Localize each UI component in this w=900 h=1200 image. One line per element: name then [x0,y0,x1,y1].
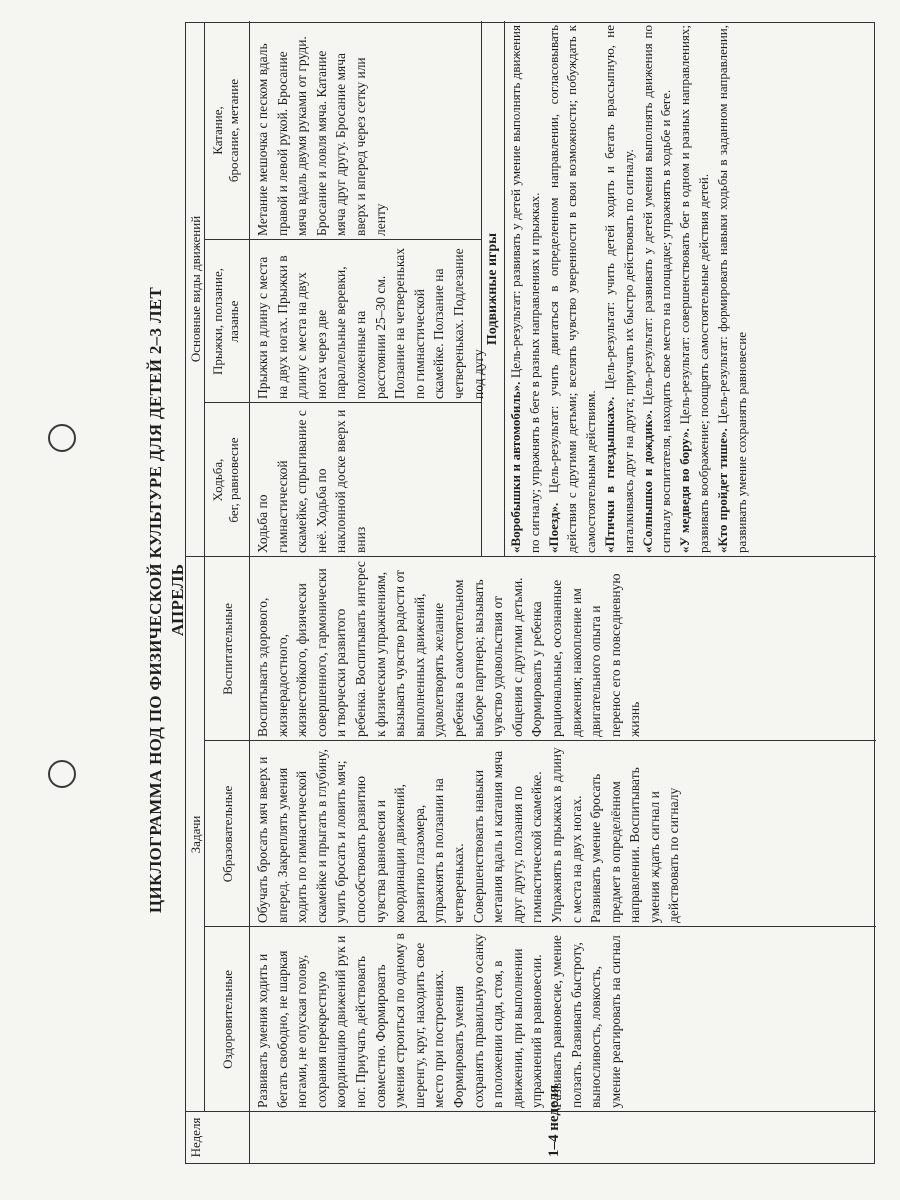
game-name: «Воробышки и автомобиль». [508,381,523,553]
page-title-main: ЦИКЛОГРАММА НОД ПО ФИЗИЧЕСКОЙ КУЛЬТУРЕ ДЛЯ ДЕТЕЙ 2–3 ЛЕТ [146,286,165,914]
header-jumping: Прыжки, ползание, лазанье [210,268,241,375]
header-week: Неделя [188,1117,203,1158]
game-name: «Солнышко и дождик». [639,410,655,553]
game-item [639,25,677,553]
health-tasks-text: Развивать умения ходить и бегать свободно, не шаркая ногами, не опуская голову, сохраняя перекрестную координацию движений рук и ног. Приучать действовать совместно. Формировать умения строиться по одному в шеренгу, круг, находить свое место при построениях. Формировать умения сохранять правильную осанку в положении сидя, стоя, в движении, при выполнении упражнений в равновесии. Развивать равновесие, умение ползать. Развивать быстроту, выносливость, ловкость, умение реагировать на сигнал [255,933,623,1108]
game-description: Цель-результат: учить двигаться в определенном направлении, согласовывать действия с другими детьми; вселять чувство уверенности в свои возможности; побуждать к самостоятельным действиям. [545,25,599,553]
grid-line [204,239,481,240]
page-title [145,160,189,1040]
game-description: Цель-результат: учить детей ходить и бегать врассыпную, не наталкиваясь друг на друга; приучать их быстро действовать по сигналу. [601,24,636,553]
grid-line [186,556,876,557]
header-throwing: Катание, бросание, метание [210,78,241,183]
game-item [545,25,601,553]
game-description: Цель-результат: развивать у детей умения выполнять движения по сигналу воспитателя, находить свое место на площадке; упражнять в ходьбе и беге. [639,25,674,553]
game-description: Цель-результат: совершенствовать бег в одном и разных направлениях; развивать воображение; поощрять самостоятельные действия детей. [677,25,711,553]
walking-text: Ходьба по гимнастической скамейке, спрыгивание с неё. Ходьба по наклонной доске вверх и вниз [255,409,368,553]
game-item [507,25,545,553]
games-title: Подвижные игры [485,232,500,346]
game-name: «Кто пройдет тише». [714,428,730,553]
header-education: Образовательные [220,785,235,883]
cyclogram-table [185,22,875,1164]
header-tasks: Задачи [188,815,203,854]
game-name: «У медведя во бору». [677,428,693,553]
grid-line [481,21,482,557]
jumping-text: Прыжки в длину с места на двух ногах. Прыжки в длину с места на двух ногах через две параллельные веревки, положенные на расстоянии 25–30 см. Ползание на четвереньках по гимнастической скамейке. Ползание на четвереньках. Подлезание под дугу [255,248,486,399]
grid-line [186,1111,876,1112]
game-description: Цель-результат: развивать у детей умение выполнять движения по сигналу; упражнять в беге в разных направлениях и прыжках. [508,25,542,553]
game-item [714,25,752,553]
grid-line [249,21,250,1163]
grid-line [504,21,505,557]
education-tasks-text: Обучать бросать мяч вверх и вперед. Закреплять умения ходить по гимнастической скамейке и прыгать в глубину, учить бросать и ловить мяч; способствовать развитию чувства равновесия и координации движений, развитию глазомера, упражнять в ползании на четвереньках. Совершенствовать навыки метания вдаль и катания мяча друг другу, ползания по гимнастической скамейке. Упражнять в прыжках в длину с места на двух ногах. Развивать умение бросать предмет в определённом направлении. Воспитывать умения ждать сигнал и действовать по сигналу [255,747,682,923]
game-name: «Поезд». [545,502,561,553]
games-list [507,25,873,553]
header-health: Оздоровительные [220,970,235,1069]
header-walking: Ходьба, бег, равновесие [210,437,241,523]
game-item [676,25,714,553]
upbringing-tasks-text: Воспитывать здорового, жизнерадостного, жизнестойкого, физически совершенного, гармонически и творчески развитого ребенка. Воспитывать интерес к физическим упражнениям, вызывать чувство радости от выполненных движений, удовлетворять желание ребенка в самостоятельном выборе партнера; вызывать чувство удовольствия от общения с другими детьми. Формировать у ребенка рациональные, осознанные движения; накопление им двигательного опыта и перенос его в повседневную жизнь [255,561,643,737]
grid-line [204,402,481,403]
grid-line [204,740,876,741]
grid-line [204,22,205,1112]
throwing-text: Метание мешочка с песком вдаль правой и левой рукой. Бросание мяча вдаль двумя руками от груди. Бросание и ловля мяча. Катание мяча друг другу. Бросание мяча вверх и вперед через сетку или ленту [255,36,388,236]
page-title-month: АПРЕЛЬ [168,563,187,637]
week-label: 1–4 неделя [546,1084,562,1157]
header-movements: Основные виды движений [188,215,203,363]
game-description: Цель-результат: формировать навыки ходьбы в заданном направлении, развивать умение сохранять равновесие [714,25,749,553]
game-item [601,25,639,553]
game-name: «Птички в гнездышках». [601,396,617,553]
grid-line [204,926,876,927]
header-upbringing: Воспитательные [220,603,235,695]
